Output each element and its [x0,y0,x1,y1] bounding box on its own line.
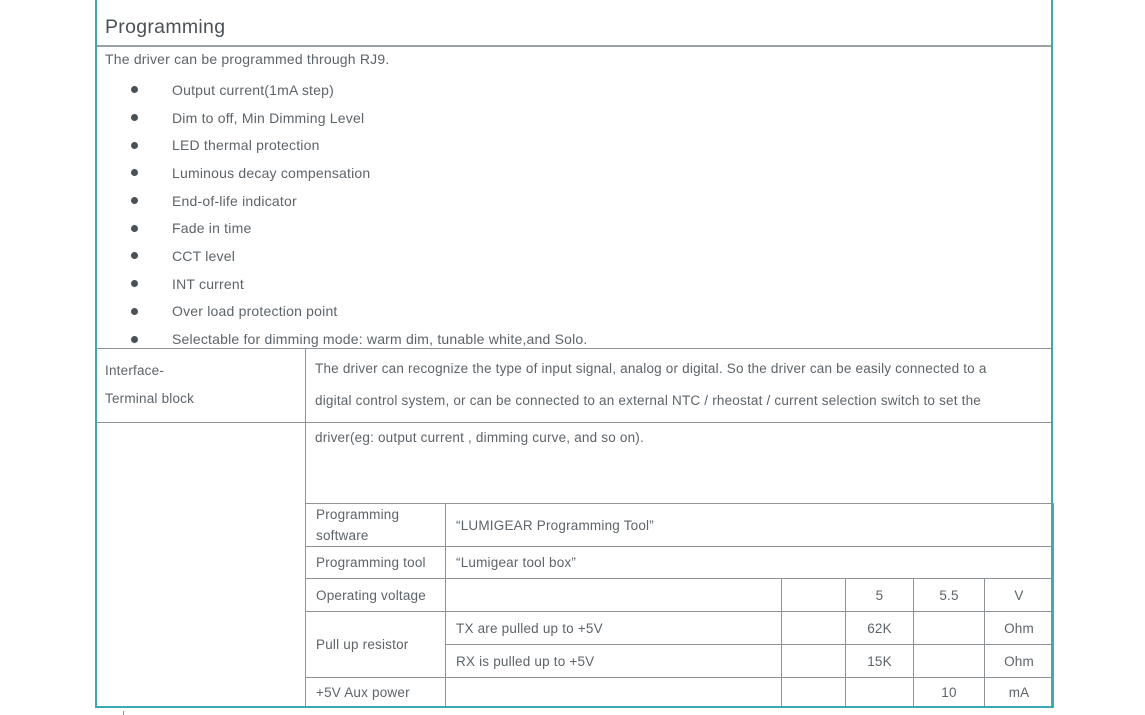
list-item [95,187,1051,215]
table-border-top [96,348,1051,349]
list-item [95,270,1051,298]
table-row [306,504,1054,547]
list-item [95,298,1051,326]
bullet-icon [131,336,138,343]
feature-label: Selectable for dimming mode: warm dim, tunable white,and Solo. [172,331,588,348]
list-item [95,159,1051,187]
intro-text: The driver can be programmed through RJ9. [105,51,390,67]
table-border-row1 [96,422,1051,423]
interface-label-line1: Interface- [105,363,165,378]
frame-bottom-border [95,706,1053,708]
table-column-divider [305,348,306,706]
feature-label: Fade in time [172,220,252,237]
interface-description-line3: driver(eg: output current , dimming curve, and so on). [315,430,644,445]
feature-list [95,76,1051,353]
bullet-icon [131,308,138,315]
spec-table [305,503,1054,708]
spec-operating-voltage-unit: V [985,579,1054,612]
spec-label-programming-software: Programming software [306,504,446,547]
bullet-icon [131,252,138,259]
table-row [306,547,1054,579]
spec-tx-unit: Ohm [985,612,1054,645]
table-row [306,579,1054,612]
spec-aux-value: 10 [914,678,985,708]
feature-label: End-of-life indicator [172,192,297,209]
list-item [95,131,1051,159]
list-item [95,104,1051,132]
spec-desc-tx: TX are pulled up to +5V [446,612,782,645]
spec-value-programming-tool: “Lumigear tool box” [446,547,1054,579]
spec-desc-rx: RX is pulled up to +5V [446,645,782,678]
interface-description [315,353,987,417]
bullet-icon [131,280,138,287]
feature-label: Dim to off, Min Dimming Level [172,109,365,126]
next-section-border-fragment [123,711,124,715]
interface-label [105,357,194,413]
spec-col-empty [846,678,914,708]
list-item [95,242,1051,270]
spec-col-empty [782,612,846,645]
bullet-icon [131,86,138,93]
feature-label: Output current(1mA step) [172,81,334,98]
frame-left-border [95,0,97,708]
bullet-icon [131,169,138,176]
feature-label: Over load protection point [172,303,338,320]
title-divider [96,45,1051,47]
spec-col-empty [914,645,985,678]
list-item [95,214,1051,242]
spec-label-aux-power: +5V Aux power [306,678,446,708]
bullet-icon [131,197,138,204]
spec-label-operating-voltage: Operating voltage [306,579,446,612]
frame-right-border [1051,0,1053,708]
table-row [306,612,1054,645]
bullet-icon [131,225,138,232]
bullet-icon [131,114,138,121]
interface-description-line2: digital control system, or can be connected to an external NTC / rheostat / current selection switch to set the [315,393,982,408]
spec-col-empty [782,645,846,678]
spec-desc-empty [446,678,782,708]
spec-rx-value: 15K [846,645,914,678]
spec-col-empty [914,612,985,645]
spec-aux-unit: mA [985,678,1054,708]
list-item [95,76,1051,104]
feature-label: Luminous decay compensation [172,164,371,181]
spec-col-empty [782,579,846,612]
section-title: Programming [105,16,226,38]
interface-description-line1: The driver can recognize the type of input signal, analog or digital. So the driver can be easily connected to a [315,361,987,376]
spec-rx-unit: Ohm [985,645,1054,678]
spec-label-programming-tool: Programming tool [306,547,446,579]
table-row [306,678,1054,708]
bullet-icon [131,142,138,149]
interface-label-line2: Terminal block [105,391,195,406]
feature-label: CCT level [172,247,236,264]
feature-label: LED thermal protection [172,137,320,154]
spec-operating-voltage-min: 5 [846,579,914,612]
spec-label-pull-up-resistor: Pull up resistor [306,612,446,678]
feature-label: INT current [172,275,244,292]
spec-desc-empty [446,579,782,612]
spec-col-empty [782,678,846,708]
spec-value-programming-software: “LUMIGEAR Programming Tool” [446,504,1054,547]
spec-operating-voltage-max: 5.5 [914,579,985,612]
spec-tx-value: 62K [846,612,914,645]
